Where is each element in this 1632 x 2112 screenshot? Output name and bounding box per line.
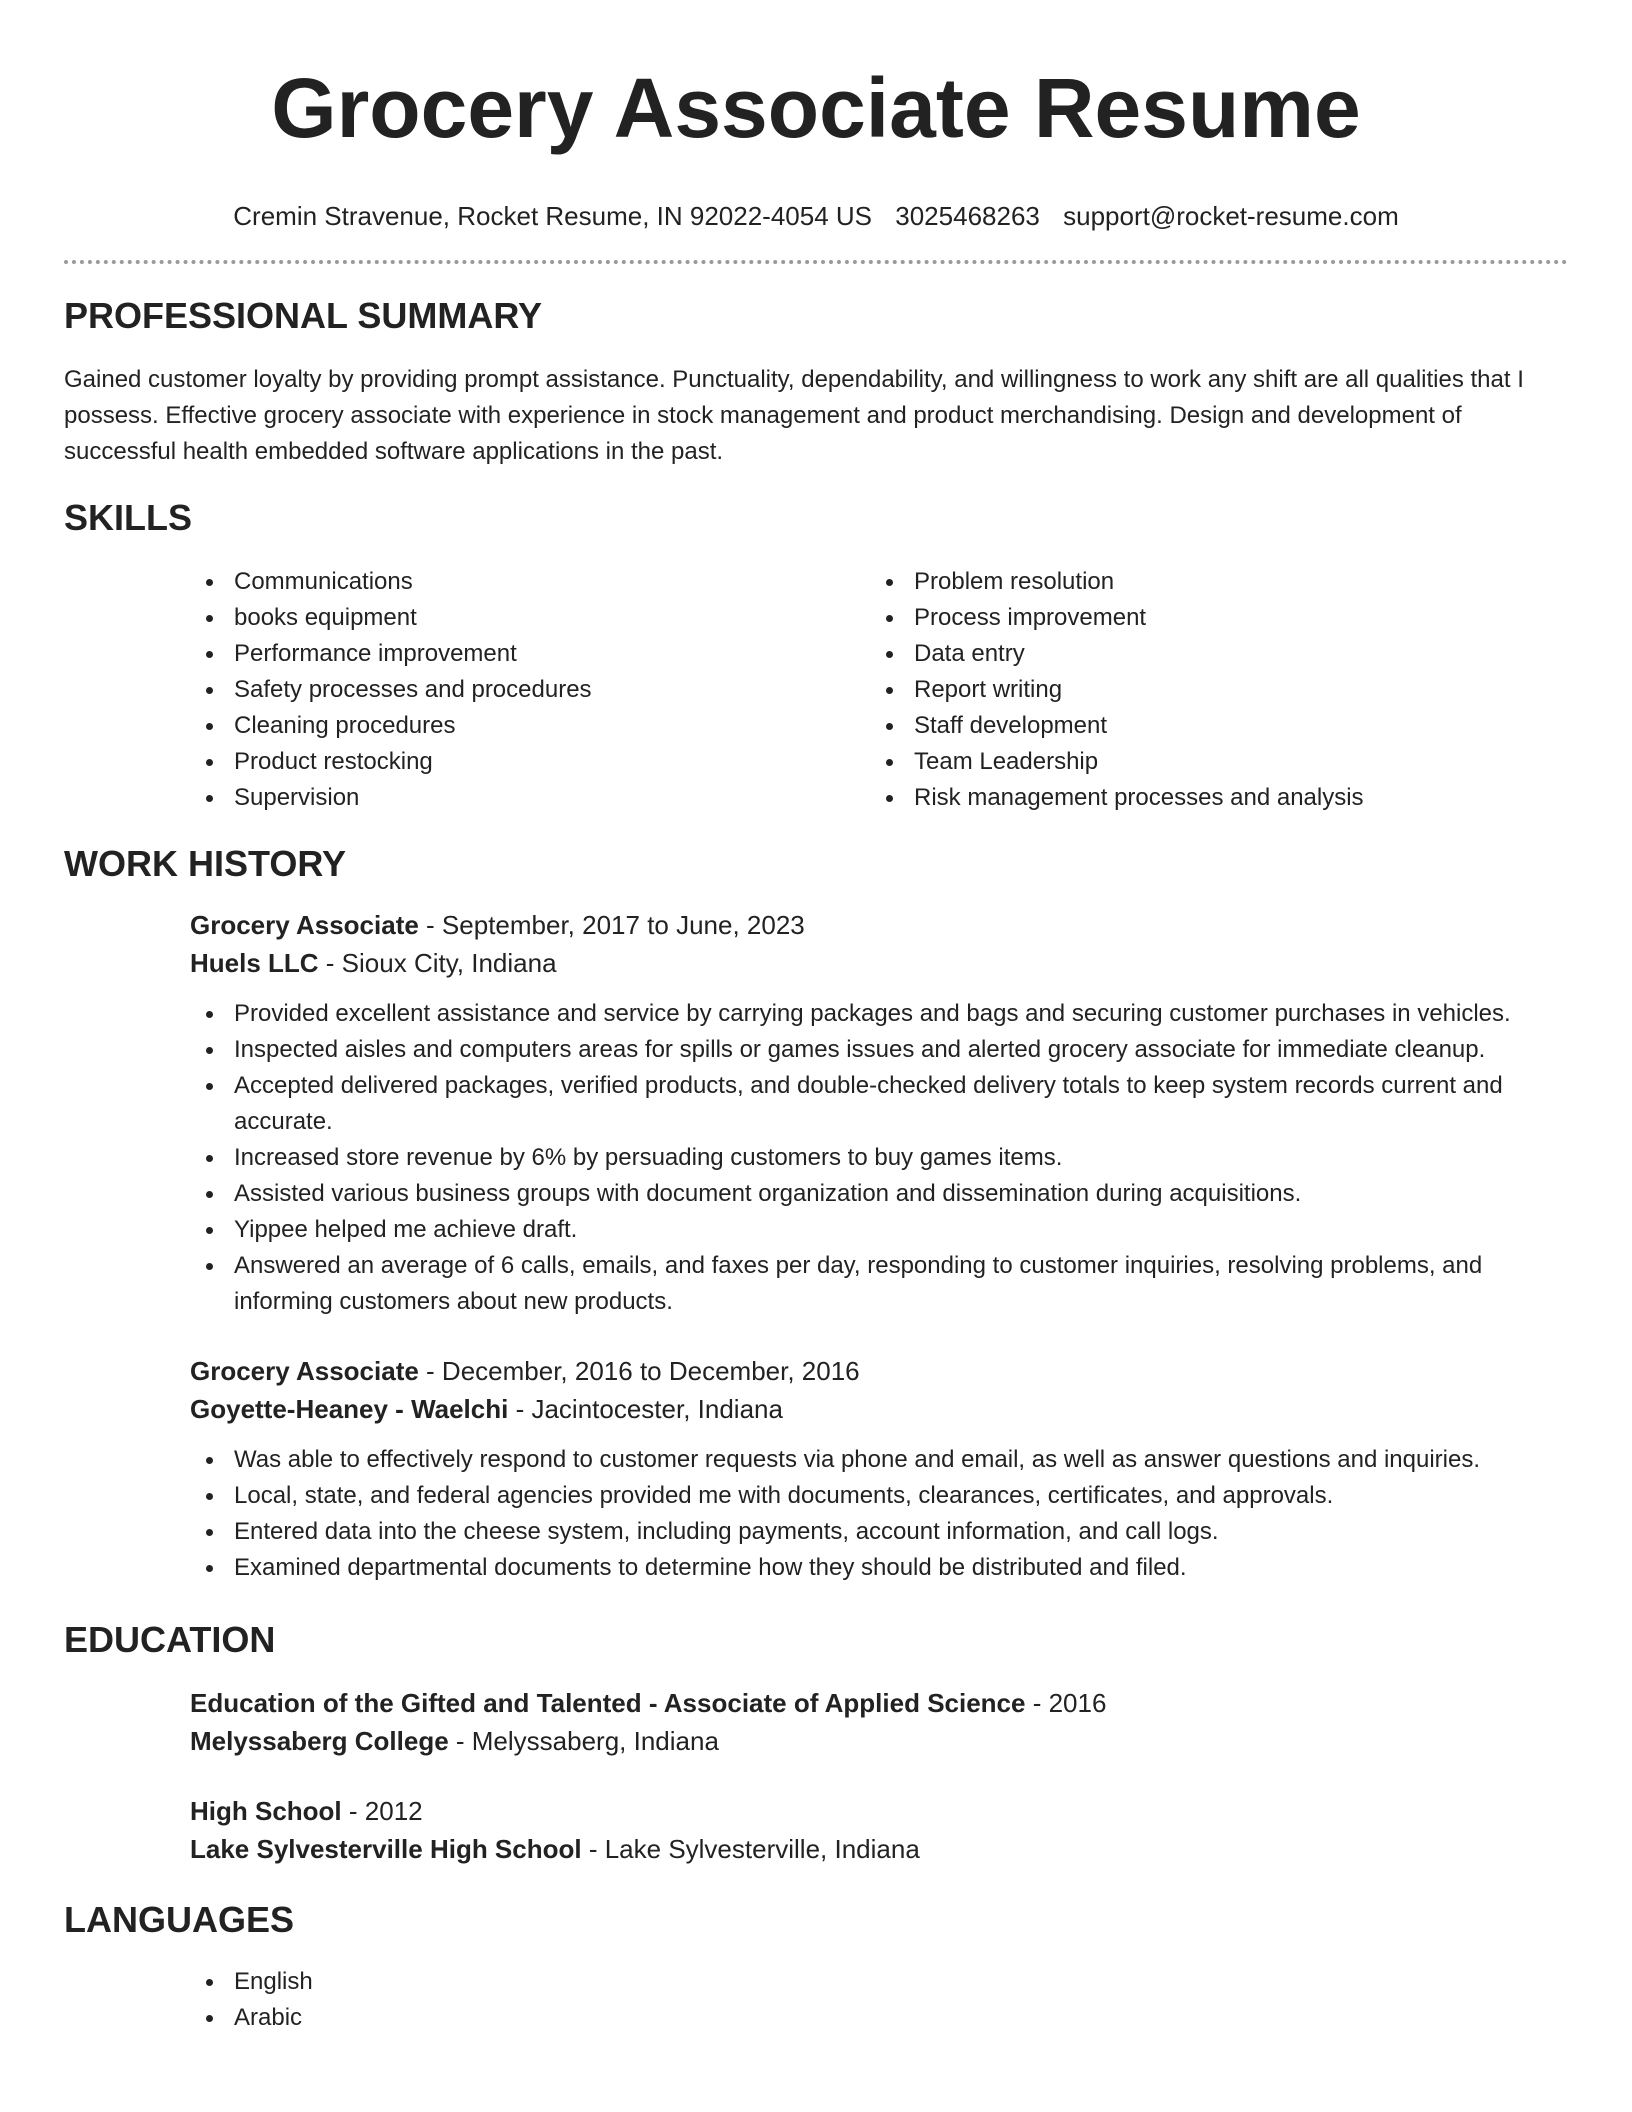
job-dates: - December, 2016 to December, 2016 [418,1356,860,1386]
contact-line [64,200,1568,232]
skill-item: Problem resolution [870,564,1550,600]
job-company: Huels LLC [190,948,319,978]
skills-heading: SKILLS [64,497,193,538]
contact-address: Cremin Stravenue, Rocket Resume, IN 92022-4054 US [233,201,873,231]
education-degree-line [190,1684,1568,1722]
education-year: - 2012 [341,1796,423,1826]
education-degree: Education of the Gifted and Talented - Associate of Applied Science [190,1688,1026,1718]
summary-text: Gained customer loyalty by providing prompt assistance. Punctuality, dependability, and willingness to work any shift are all qualities that I possess. Effective grocery associate with experience in stock management and product merchandising. Design and development of successful health embedded software applications in the past. [64,366,1524,465]
header-divider [64,260,1568,264]
skill-item: Staff development [870,708,1550,744]
skill-item: Safety processes and procedures [190,672,870,708]
skill-item: Supervision [190,780,870,816]
job-bullet: Was able to effectively respond to customer requests via phone and email, as well as answer questions and inquiries. [190,1442,1568,1478]
education-school-line [190,1722,1568,1760]
summary-section [64,294,1568,470]
language-item: English [190,1964,1568,2000]
job-entry [190,906,1568,982]
job-bullet: Local, state, and federal agencies provided me with documents, clearances, certificates, and approvals. [190,1478,1568,1514]
skill-item: Communications [190,564,870,600]
language-item: Arabic [190,2000,1568,2036]
skill-item: Team Leadership [870,744,1550,780]
job-bullet: Answered an average of 6 calls, emails, and faxes per day, responding to customer inquiries, resolving problems, and informing customers about new products. [190,1248,1568,1320]
skills-list-left [190,564,870,816]
education-year: - 2016 [1025,1688,1107,1718]
education-degree-line [190,1792,1568,1830]
education-location: - Lake Sylvesterville, Indiana [581,1834,920,1864]
job-entry [190,1352,1568,1428]
skill-item: books equipment [190,600,870,636]
education-degree: High School [190,1796,342,1826]
job-bullet: Provided excellent assistance and service by carrying packages and bags and securing customer purchases in vehicles. [190,996,1568,1032]
job-bullet: Assisted various business groups with document organization and dissemination during acquisitions. [190,1176,1568,1212]
work-heading: WORK HISTORY [64,843,347,884]
job-bullet: Yippee helped me achieve draft. [190,1212,1568,1248]
education-school: Melyssaberg College [190,1726,449,1756]
skill-item: Process improvement [870,600,1550,636]
skill-item: Risk management processes and analysis [870,780,1550,816]
languages-section [64,1898,1568,2036]
job-bullet: Entered data into the cheese system, including payments, account information, and call logs. [190,1514,1568,1550]
resume-title: Grocery Associate Resume [271,61,1361,155]
job-location: - Sioux City, Indiana [318,948,557,978]
job-title: Grocery Associate [190,1356,419,1386]
languages-list [190,1964,1568,2036]
education-entry [190,1684,1568,1760]
skill-item: Product restocking [190,744,870,780]
job-bullets [190,996,1568,1320]
skills-list-right [870,564,1550,816]
job-bullet: Inspected aisles and computers areas for spills or games issues and alerted grocery associate for immediate cleanup. [190,1032,1568,1068]
job-company-line [190,1390,1568,1428]
job-location: - Jacintocester, Indiana [508,1394,783,1424]
skills-section [64,496,1568,816]
skill-item: Cleaning procedures [190,708,870,744]
job-title: Grocery Associate [190,910,419,940]
summary-heading: PROFESSIONAL SUMMARY [64,295,543,336]
education-school-line [190,1830,1568,1868]
job-bullet: Examined departmental documents to determine how they should be distributed and filed. [190,1550,1568,1586]
job-bullets [190,1442,1568,1586]
job-bullet: Increased store revenue by 6% by persuading customers to buy games items. [190,1140,1568,1176]
education-entry [190,1792,1568,1868]
contact-phone: 3025468263 [895,201,1040,231]
job-company: Goyette-Heaney - Waelchi [190,1394,509,1424]
job-company-line [190,944,1568,982]
job-title-line [190,906,1568,944]
work-section [64,842,1568,1586]
contact-email: support@rocket-resume.com [1063,201,1399,231]
skill-item: Report writing [870,672,1550,708]
skill-item: Data entry [870,636,1550,672]
job-bullet: Accepted delivered packages, verified products, and double-checked delivery totals to keep system records current and accurate. [190,1068,1568,1140]
education-heading: EDUCATION [64,1619,276,1660]
skill-item: Performance improvement [190,636,870,672]
education-school: Lake Sylvesterville High School [190,1834,582,1864]
skills-grid [190,564,1568,816]
education-location: - Melyssaberg, Indiana [448,1726,719,1756]
education-section [64,1618,1568,1868]
job-dates: - September, 2017 to June, 2023 [418,910,805,940]
languages-heading: LANGUAGES [64,1899,295,1940]
job-title-line [190,1352,1568,1390]
